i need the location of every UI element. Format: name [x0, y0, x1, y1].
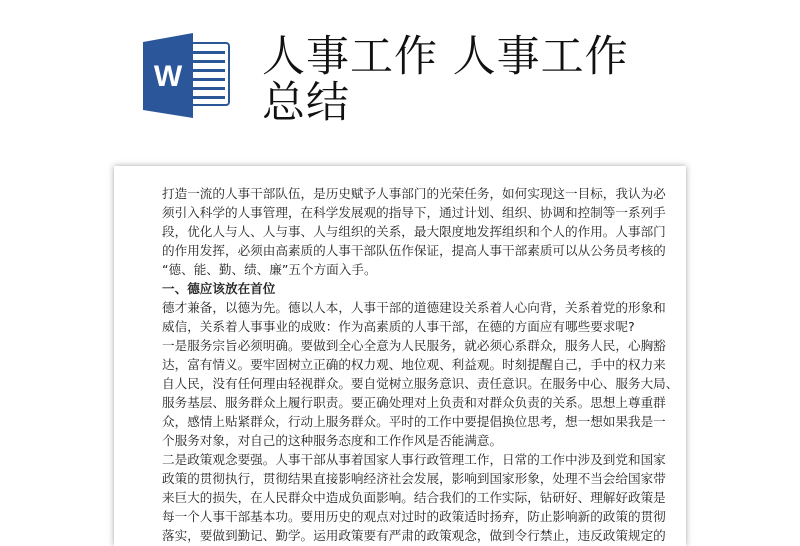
title-line-1: 人事工作 人事工作 — [262, 32, 629, 82]
svg-text:W: W — [153, 60, 183, 93]
paragraph-line: 德才兼备，以德为先。德以人本，人事干部的道德建设关系着人心向背，关系着党的形象和 — [162, 300, 666, 315]
paragraph-line: 打造一流的人事干部队伍，是历史赋予人事部门的光荣任务，如何实现这一目标，我认为必 — [162, 186, 666, 201]
paragraph-line: 段，优化人与人、人与事、人与组织的关系，最大限度地发挥组织和个人的作用。人事部门 — [162, 224, 666, 239]
document-page — [114, 166, 686, 546]
paragraph-line: 威信，关系着人事事业的成败：作为高素质的人事干部，在德的方面应有哪些要求呢? — [162, 319, 635, 334]
paragraph-line: 政策的贯彻执行，贯彻结果直接影响经济社会发展，影响到国家形象，处理不当会给国家带 — [162, 471, 666, 486]
paragraph-line: 落实，要做到勤记、勤学。运用政策要有严肃的政策观念，做到令行禁止，违反政策规定的 — [162, 528, 666, 543]
word-document-icon — [143, 33, 233, 118]
document-body — [162, 184, 682, 545]
paragraph-line: 须引入科学的人事管理，在科学发展观的指导下，通过计划、组织、协调和控制等一系列手 — [162, 205, 666, 220]
paragraph-line: 个服务对象，对自己的这种服务态度和工作作风是否能满意。 — [162, 433, 503, 448]
paragraph-line: 服务基层、服务群众上履行职责。要正确处理对上负责和对群众负责的关系。思想上尊重群 — [162, 395, 666, 410]
paragraph-line: 的作用发挥，必须由高素质的人事干部队伍作保证，提高人事干部素质可以从公务员考核的 — [162, 243, 666, 258]
paragraph-line: “德、能、勤、绩、廉”五个方面入手。 — [162, 262, 377, 277]
paragraph-line: 一是服务宗旨必须明确。要做到全心全意为人民服务，就必须心系群众，服务人民，心胸豁 — [162, 338, 666, 353]
paragraph-line: 达，富有情义。要牢固树立正确的权力观、地位观、利益观。时刻提醒自己，手中的权力来 — [162, 357, 666, 372]
paragraph-line: 来巨大的损失，在人民群众中造成负面影响。结合我们的工作实际，钻研好、理解好政策是 — [162, 490, 666, 505]
title-line-2: 总结 — [262, 78, 350, 128]
paragraph-line: 众，感情上贴紧群众，行动上服务群众。平时的工作中要提倡换位思考，想一想如果我是一 — [162, 414, 666, 429]
section-heading: 一、德应该放在首位 — [162, 281, 276, 296]
paragraph-line: 自人民，没有任何理由轻视群众。要自觉树立服务意识、责任意识。在服务中心、服务大局、 — [162, 376, 679, 391]
document-title — [262, 34, 629, 126]
paragraph-line: 每一个人事干部基本功。要用历史的观点对过时的政策适时扬弃，防止影响新的政策的贯彻 — [162, 509, 666, 524]
paragraph-line: 二是政策观念要强。人事干部从事着国家人事行政管理工作，日常的工作中涉及到党和国家 — [162, 452, 666, 467]
